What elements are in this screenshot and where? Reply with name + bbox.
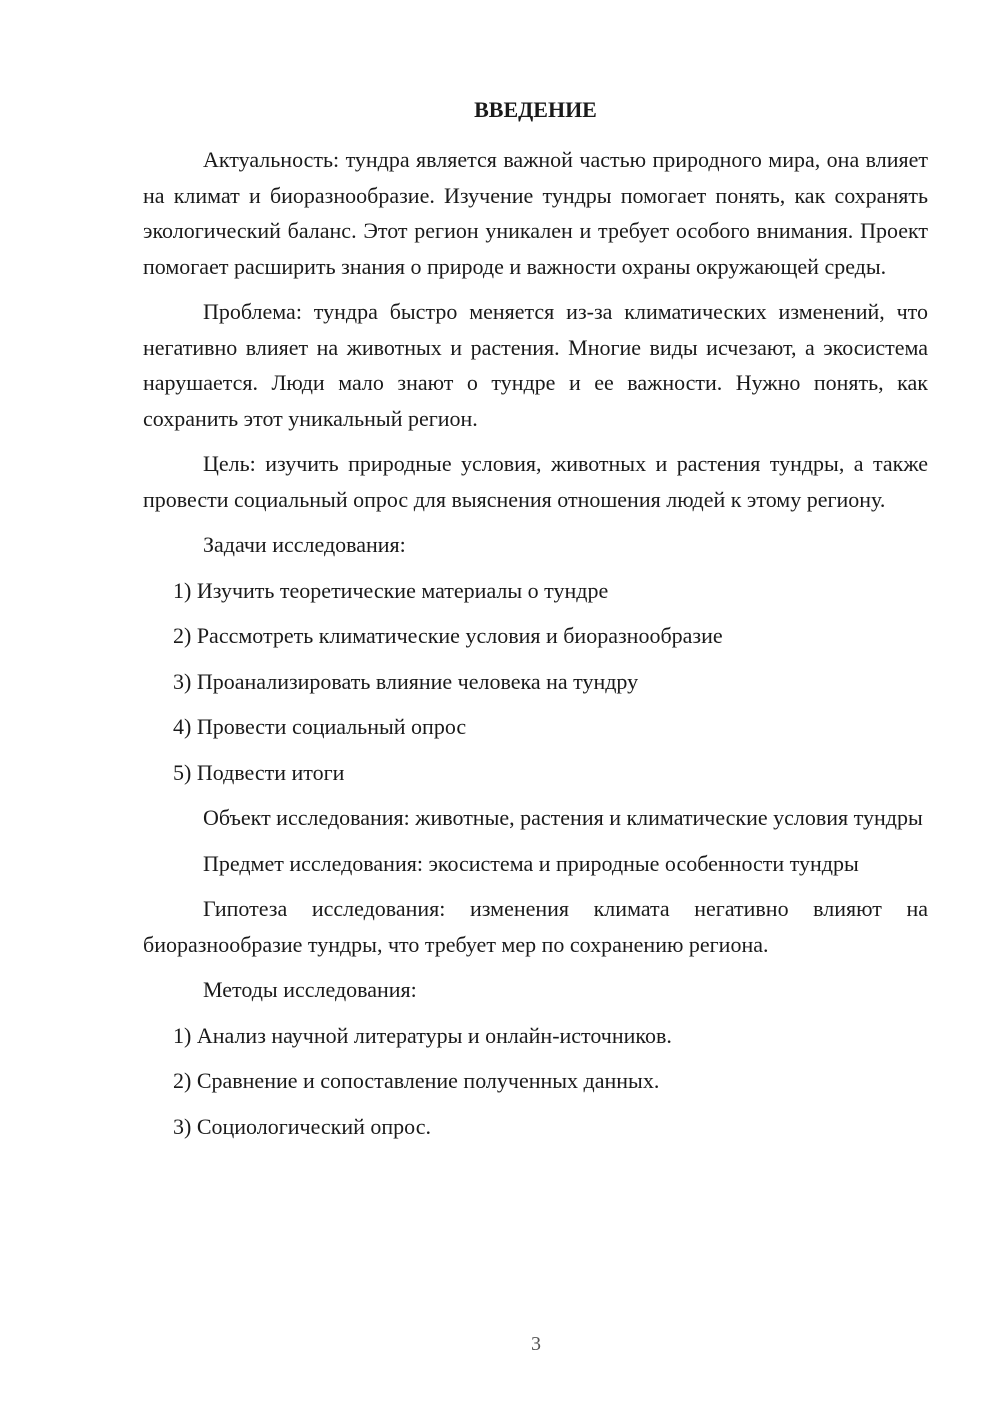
list-item: 3) Социологический опрос. xyxy=(173,1113,431,1139)
list-item: 1) Изучить теоретические материалы о тундре xyxy=(173,577,609,603)
list-item: 1) Анализ научной литературы и онлайн-источников. xyxy=(173,1022,672,1048)
page-title: ВВЕДЕНИЕ xyxy=(474,97,597,122)
list-item: 2) Сравнение и сопоставление полученных данных. xyxy=(173,1068,660,1093)
tasks-list xyxy=(143,573,928,791)
page-number: 3 xyxy=(531,1333,541,1355)
list-item: 4) Провести социальный опрос xyxy=(173,714,467,739)
object-paragraph: Объект исследования: животные, растения и климатические условия тундры xyxy=(203,805,923,830)
list-item: 5) Подвести итоги xyxy=(173,759,345,785)
subject-paragraph: Предмет исследования: экосистема и природные особенности тундры xyxy=(203,850,859,876)
list-item: 3) Проанализировать влияние человека на тундру xyxy=(173,668,639,694)
list-item: 2) Рассмотреть климатические условия и биоразнообразие xyxy=(173,623,723,648)
hypothesis-paragraph: Гипотеза исследования: изменения климата негативно влияют на биоразнообразие тундры, что требует мер по сохранению региона. xyxy=(143,896,928,957)
methods-list xyxy=(143,1018,928,1145)
problem-paragraph: Проблема: тундра быстро меняется из-за климатических изменений, что негативно влияет на животных и растения. Многие виды исчезают, а экосистема нарушается. Люди мало знают о тундре и ее важности. Нужно понять, как сохранить этот уникальный регион. xyxy=(143,299,928,431)
goal-paragraph: Цель: изучить природные условия, животных и растения тундры, а также провести социальный опрос для выяснения отношения людей к этому региону. xyxy=(143,451,928,512)
page-content xyxy=(143,94,928,1154)
tasks-label: Задачи исследования: xyxy=(203,532,406,557)
methods-label: Методы исследования: xyxy=(203,977,417,1002)
relevance-paragraph: Актуальность: тундра является важной частью природного мира, она влияет на климат и биоразнообразие. Изучение тундры помогает понять, как сохранять экологический баланс. Этот регион уникален и требует особого внимания. Проект помогает расширить знания о природе и важности охраны окружающей среды. xyxy=(143,147,928,279)
